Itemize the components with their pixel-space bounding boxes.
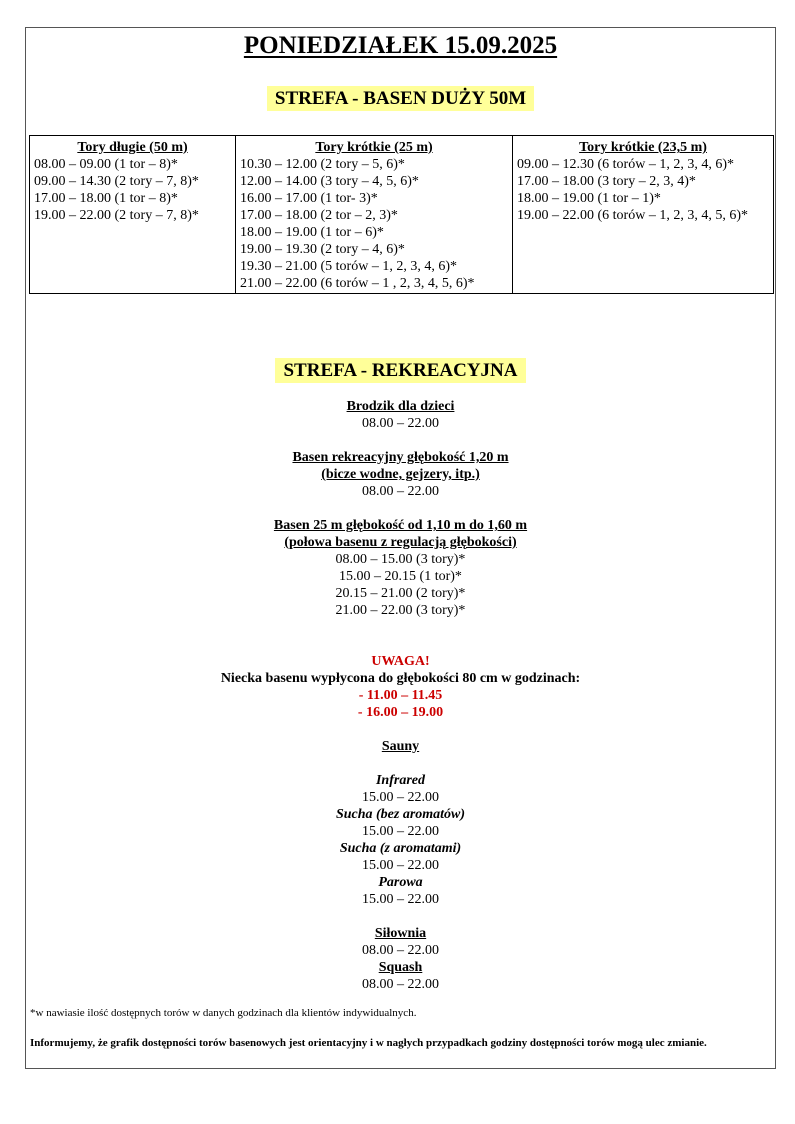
lane-row: 19.00 – 19.30 (2 tory – 4, 6)* <box>240 242 405 257</box>
footnote: *w nawiasie ilość dostępnych torów w danych godzinach dla klientów indywidualnych. <box>30 1007 417 1019</box>
basen25-label: Basen 25 m głębokość od 1,10 m do 1,60 m <box>273 518 528 533</box>
rekreacyjny-sub: (bicze wodne, gejzery, itp.) <box>321 467 480 482</box>
sauna-hours: 15.00 – 22.00 <box>362 790 439 805</box>
lane-row: 17.00 – 18.00 (1 tor – 8)* <box>34 191 178 206</box>
lane-row: 08.00 – 09.00 (1 tor – 8)* <box>34 157 178 172</box>
basen25-sub: (połowa basenu z regulacją głębokości) <box>284 535 517 550</box>
basen25-row: 20.15 – 21.00 (2 tory)* <box>335 586 466 601</box>
lane-row: 18.00 – 19.00 (1 tor – 6)* <box>240 225 384 240</box>
sauna-name: Infrared <box>375 773 425 788</box>
lane-row: 18.00 – 19.00 (1 tor – 1)* <box>517 191 661 206</box>
rekreacyjny-label: Basen rekreacyjny głębokość 1,20 m <box>292 450 509 465</box>
lane-row: 17.00 – 18.00 (2 tor – 2, 3)* <box>240 208 398 223</box>
sauna-hours: 15.00 – 22.00 <box>362 824 439 839</box>
brodzik-label: Brodzik dla dzieci <box>346 399 455 414</box>
recreation-section <box>26 398 775 993</box>
column-header: Tory krótkie (25 m) <box>315 140 433 155</box>
page-title: PONIEDZIAŁEK 15.09.2025 <box>243 32 558 59</box>
column-header: Tory krótkie (23,5 m) <box>579 140 707 155</box>
uwaga-text: Niecka basenu wypłycona do głębokości 80 cm w godzinach: <box>220 671 581 686</box>
lane-row: 19.00 – 22.00 (2 tory – 7, 8)* <box>34 208 199 223</box>
sauna-name: Sucha (bez aromatów) <box>335 807 466 822</box>
uwaga-time: - 11.00 – 11.45 <box>358 688 443 703</box>
lane-row: 21.00 – 22.00 (6 torów – 1 , 2, 3, 4, 5, 6)* <box>240 276 475 291</box>
column-header: Tory długie (50 m) <box>77 140 188 155</box>
squash-hours: 08.00 – 22.00 <box>362 977 439 992</box>
silownia-hours: 08.00 – 22.00 <box>362 943 439 958</box>
sauna-name: Parowa <box>378 875 423 890</box>
lane-row: 19.00 – 22.00 (6 torów – 1, 2, 3, 4, 5, 6)* <box>517 208 748 223</box>
lane-row: 16.00 – 17.00 (1 tor- 3)* <box>240 191 378 206</box>
sauny-title: Sauny <box>381 739 420 754</box>
sauna-hours: 15.00 – 22.00 <box>362 892 439 907</box>
brodzik-hours: 08.00 – 22.00 <box>362 416 439 431</box>
lane-row: 12.00 – 14.00 (3 tory – 4, 5, 6)* <box>240 174 419 189</box>
uwaga-time: - 16.00 – 19.00 <box>357 705 444 720</box>
lanes-column-short-23-5m <box>513 136 774 294</box>
info-note: Informujemy, że grafik dostępności torów basenowych jest orientacyjny i w nagłych przypadkach godziny dostępności torów mogą ulec zmianie. <box>30 1037 707 1049</box>
squash-label: Squash <box>378 960 423 975</box>
lane-row: 09.00 – 12.30 (6 torów – 1, 2, 3, 4, 6)* <box>517 157 734 172</box>
silownia-label: Siłownia <box>374 926 427 941</box>
lane-row: 09.00 – 14.30 (2 tory – 7, 8)* <box>34 174 199 189</box>
basen25-row: 15.00 – 20.15 (1 tor)* <box>339 569 462 584</box>
lanes-column-short-25m <box>236 136 513 294</box>
lanes-column-long-50m <box>30 136 236 294</box>
zone-pool-50m-heading: STREFA - BASEN DUŻY 50M <box>26 88 775 110</box>
basen25-row: 21.00 – 22.00 (3 tory)* <box>335 603 466 618</box>
schedule-frame <box>25 27 776 1069</box>
lane-row: 19.30 – 21.00 (5 torów – 1, 2, 3, 4, 6)* <box>240 259 457 274</box>
zone-recreation-heading: STREFA - REKREACYJNA <box>26 360 775 382</box>
uwaga-title: UWAGA! <box>371 654 430 669</box>
rekreacyjny-hours: 08.00 – 22.00 <box>362 484 439 499</box>
lane-row: 17.00 – 18.00 (3 tory – 2, 3, 4)* <box>517 174 696 189</box>
lane-row: 10.30 – 12.00 (2 tory – 5, 6)* <box>240 157 405 172</box>
sauna-name: Sucha (z aromatami) <box>339 841 462 856</box>
sauna-hours: 15.00 – 22.00 <box>362 858 439 873</box>
basen25-row: 08.00 – 15.00 (3 tory)* <box>335 552 466 567</box>
lanes-table <box>29 135 774 294</box>
